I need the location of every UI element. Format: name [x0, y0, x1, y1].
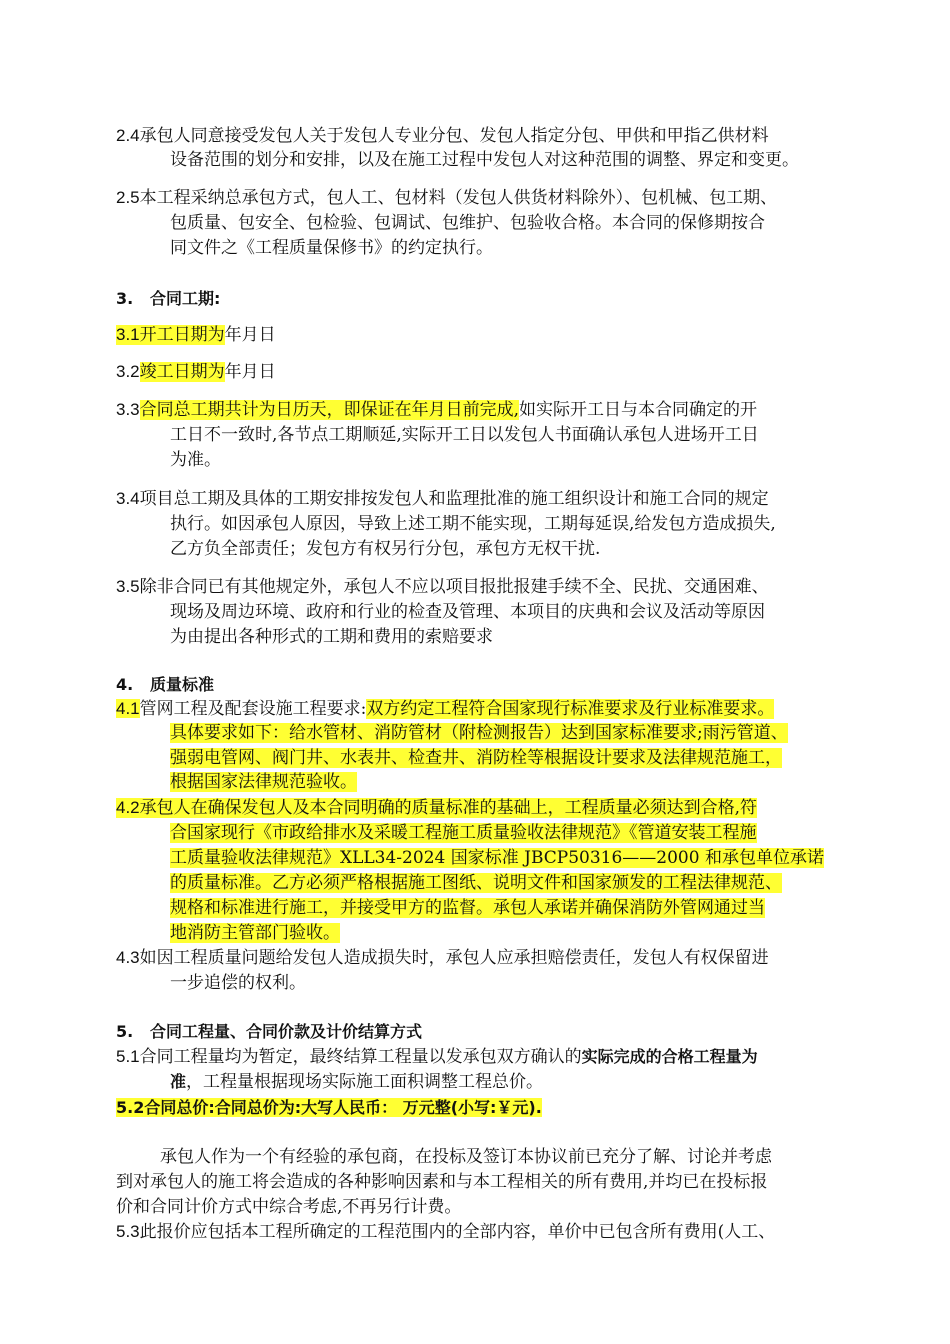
clause-4-2-line-1	[116, 796, 757, 820]
clause-3-5-line-1: 3.5除非合同已有其他规定外，承包人不应以项目报批报建手续不全、民扰、交通困难、	[116, 577, 769, 597]
highlight: 竣工日期为	[139, 362, 225, 382]
clause-5-1-line-2: 准，工程量根据现场实际施工面积调整工程总价。	[170, 1072, 544, 1092]
highlight: 4.1	[116, 699, 140, 718]
clause-3-3-line-2: 工日不一致时,各节点工期顺延,实际开工日以发包人书面确认承包人进场开工日	[170, 425, 759, 445]
section-4-heading: 4. 质量标准	[116, 675, 214, 694]
clause-3-1: 3.1开工日期为年月日	[116, 325, 276, 345]
clause-2-4-line-2: 设备范围的划分和安排，以及在施工过程中发包人对这种范围的调整、界定和变更。	[170, 150, 799, 170]
clause-2-5-line-3: 同文件之《工程质量保修书》的约定执行。	[170, 238, 493, 258]
highlight: 5.2合同总价:合同总价为:大写人民币： 万元整(小写:￥元).	[116, 1098, 542, 1117]
clause-2-5-line-2: 包质量、包安全、包检验、包调试、包维护、包验收合格。本合同的保修期按合	[170, 213, 765, 233]
paragraph-line-1: 承包人作为一个有经验的承包商，在投标及签订本协议前已充分了解、讨论并考虑	[160, 1147, 772, 1167]
highlight: 4.2承包人在确保发包人及本合同明确的质量标准的基础上，工程质量必须达到合格,符	[116, 798, 758, 818]
clause-4-2-line-3: 工质量验收法律规范》XLL34-2024 国家标准 JBCP50316——2000 和承包单位承诺	[170, 848, 824, 868]
paragraph-line-3: 价和合同计价方式中综合考虑,不再另行计费。	[116, 1197, 462, 1217]
clause-4-1-line-3: 强弱电管网、阀门井、水表井、检查井、消防栓等根据设计要求及法律规范施工，	[170, 748, 782, 768]
clause-4-1-line-4: 根据国家法律规范验收。	[170, 772, 357, 792]
paragraph-line-2: 到对承包人的施工将会造成的各种影响因素和与本工程相关的所有费用,并均已在投标报	[116, 1172, 768, 1192]
highlight: 双方约定工程符合国家现行标准要求及行业标准要求。	[366, 699, 775, 719]
highlight: 合同总工期共计为日历天，即保证在年月日前完成,	[139, 400, 520, 420]
clause-3-4-line-2: 执行。如因承包人原因，导致上述工期不能实现，工期每延误,给发包方造成损失,	[170, 514, 776, 534]
clause-3-5-line-2: 现场及周边环境、政府和行业的检查及管理、本项目的庆典和会议及活动等原因	[170, 602, 765, 622]
clause-3-3-line-3: 为准。	[170, 450, 221, 470]
clause-4-2-line-2: 合国家现行《市政给排水及采暖工程施工质量验收法律规范》《管道安装工程施	[170, 823, 757, 843]
clause-5-1-line-1: 5.1合同工程量均为暂定，最终结算工程量以发承包双方确认的实际完成的合格工程量为	[116, 1047, 758, 1067]
clause-3-4-line-3: 乙方负全部责任；发包方有权另行分包，承包方无权干扰.	[170, 539, 601, 559]
clause-3-5-line-3: 为由提出各种形式的工期和费用的索赔要求	[170, 627, 493, 647]
clause-3-4-line-1: 3.4项目总工期及具体的工期安排按发包人和监理批准的施工组织设计和施工合同的规定	[116, 489, 769, 509]
clause-2-4-line-1: 2.4承包人同意接受发包人关于发包人专业分包、发包人指定分包、甲供和甲指乙供材料	[116, 126, 769, 146]
clause-5-2	[116, 1096, 542, 1120]
clause-5-3-line-1: 5.3此报价应包括本工程所确定的工程范围内的全部内容，单价中已包含所有费用(人工、	[116, 1222, 776, 1242]
clause-4-3-line-1: 4.3如因工程质量问题给发包人造成损失时，承包人应承担赔偿责任，发包人有权保留进	[116, 948, 769, 968]
highlight: 3.1开工日期为	[116, 325, 225, 345]
clause-4-3-line-2: 一步追偿的权利。	[170, 973, 306, 993]
clause-3-3-line-1: 3.3合同总工期共计为日历天，即保证在年月日前完成,如实际开工日与本合同确定的开	[116, 400, 758, 420]
clause-4-1-line-1: 4.1管网工程及配套设施工程要求:双方约定工程符合国家现行标准要求及行业标准要求。	[116, 699, 775, 719]
clause-3-2: 3.2竣工日期为年月日	[116, 362, 276, 382]
section-5-heading: 5. 合同工程量、合同价款及计价结算方式	[116, 1022, 422, 1041]
clause-4-1-line-2: 具体要求如下：给水管材、消防管材（附检测报告）达到国家标准要求;雨污管道、	[170, 723, 788, 743]
clause-2-5-line-1: 2.5本工程采纳总承包方式，包人工、包材料（发包人供货材料除外）、包机械、包工期、	[116, 188, 778, 208]
clause-4-2-line-4: 的质量标准。乙方必须严格根据施工图纸、说明文件和国家颁发的工程法律规范、	[170, 873, 782, 893]
clause-4-2-line-5: 规格和标准进行施工，并接受甲方的监督。承包人承诺并确保消防外管网通过当	[170, 898, 765, 918]
section-3-heading: 3. 合同工期:	[116, 289, 221, 308]
clause-4-2-line-6: 地消防主管部门验收。	[170, 923, 340, 943]
